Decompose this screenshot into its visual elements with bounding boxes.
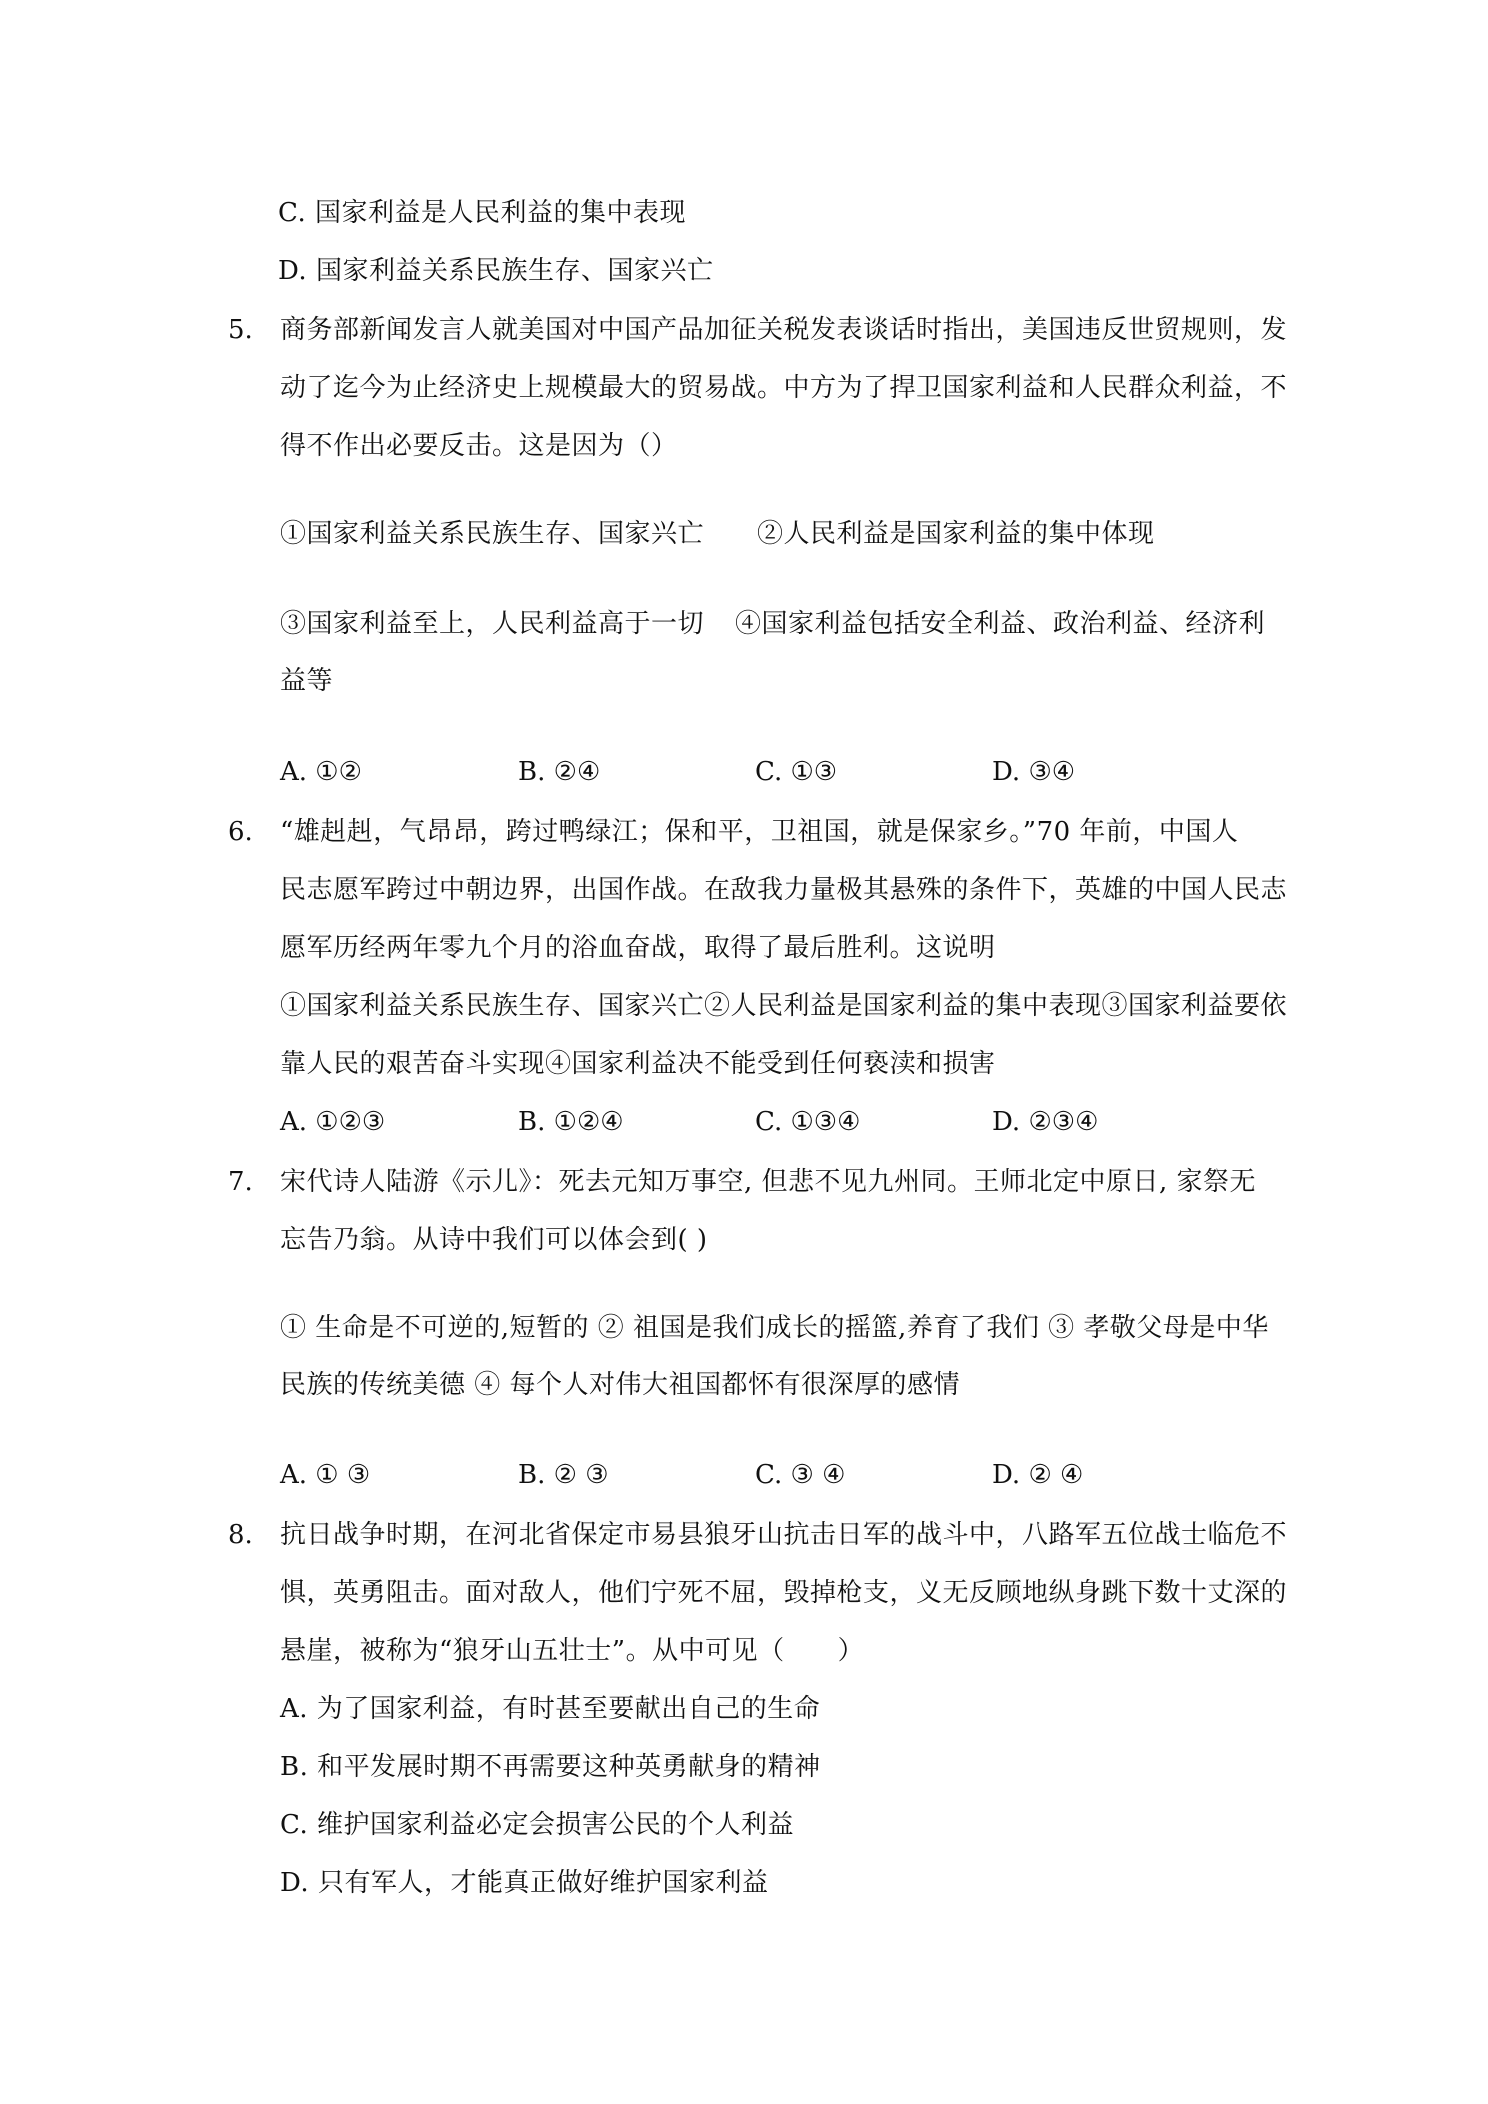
q5-statement-1: ①国家利益关系民族生存、国家兴亡 xyxy=(280,519,705,549)
q8-stem-line: 悬崖，被称为“狼牙山五壮士”。从中可见（ ） xyxy=(280,1636,865,1666)
q6-stem-line: “雄赳赳，气昂昂，跨过鸭绿江；保和平，卫祖国，就是保家乡。”70 年前，中国人 xyxy=(280,817,1239,847)
q7-choice-d: D. ② ④ xyxy=(992,1460,1084,1490)
q8-option-d: D. 只有军人，才能真正做好维护国家利益 xyxy=(280,1868,769,1898)
q7-choice-a: A. ① ③ xyxy=(280,1460,371,1490)
q6-stem-line: 愿军历经两年零九个月的浴血奋战，取得了最后胜利。这说明 xyxy=(280,933,996,963)
q5-choice-c: C. ①③ xyxy=(755,757,838,787)
q8-option-c: C. 维护国家利益必定会损害公民的个人利益 xyxy=(280,1810,794,1840)
q6-stem-line: ①国家利益关系民族生存、国家兴亡②人民利益是国家利益的集中表现③国家利益要依 xyxy=(280,991,1288,1021)
q5-statement-2: ②人民利益是国家利益的集中体现 xyxy=(757,519,1155,549)
q6-choice-a: A. ①②③ xyxy=(280,1107,386,1137)
q5-stem-line: 商务部新闻发言人就美国对中国产品加征关税发表谈话时指出，美国违反世贸规则，发 xyxy=(280,315,1288,345)
q6-choice-c: C. ①③④ xyxy=(755,1107,861,1137)
q7-choice-b: B. ② ③ xyxy=(518,1460,609,1490)
q4-option-c: C. 国家利益是人民利益的集中表现 xyxy=(278,198,686,228)
q5-statement-4-cont: 益等 xyxy=(280,666,334,696)
q7-choice-c: C. ③ ④ xyxy=(755,1460,846,1490)
q5-statement-3: ③国家利益至上，人民利益高于一切 xyxy=(280,609,705,639)
q6-number: 6. xyxy=(228,817,253,847)
q5-stem-line: 动了迄今为止经济史上规模最大的贸易战。中方为了捍卫国家利益和人民群众利益，不 xyxy=(280,373,1288,403)
q8-stem-line: 抗日战争时期，在河北省保定市易县狼牙山抗击日军的战斗中，八路军五位战士临危不 xyxy=(280,1520,1288,1550)
q7-statement-line: 民族的传统美德 ④ 每个人对伟大祖国都怀有很深厚的感情 xyxy=(280,1370,961,1400)
q7-number: 7. xyxy=(228,1167,253,1197)
q6-choice-d: D. ②③④ xyxy=(992,1107,1099,1137)
q6-stem-line: 靠人民的艰苦奋斗实现④国家利益决不能受到任何亵渎和损害 xyxy=(280,1049,996,1079)
q8-number: 8. xyxy=(228,1520,253,1550)
q5-number: 5. xyxy=(228,315,253,345)
q4-option-d: D. 国家利益关系民族生存、国家兴亡 xyxy=(278,256,714,286)
q6-choice-b: B. ①②④ xyxy=(518,1107,624,1137)
q7-stem-line: 宋代诗人陆游《示儿》：死去元知万事空, 但悲不见九州同。王师北定中原日, 家祭无 xyxy=(280,1167,1257,1197)
q8-option-b: B. 和平发展时期不再需要这种英勇献身的精神 xyxy=(280,1752,821,1782)
q7-statement-line: ① 生命是不可逆的,短暂的 ② 祖国是我们成长的摇篮,养育了我们 ③ 孝敬父母是中华 xyxy=(280,1313,1269,1343)
q5-choice-a: A. ①② xyxy=(280,757,362,787)
q5-choice-b: B. ②④ xyxy=(518,757,601,787)
q5-choice-d: D. ③④ xyxy=(992,757,1076,787)
q7-stem-line: 忘告乃翁。从诗中我们可以体会到( ) xyxy=(280,1225,708,1255)
q8-option-a: A. 为了国家利益，有时甚至要献出自己的生命 xyxy=(280,1694,821,1724)
q5-statement-4: ④国家利益包括安全利益、政治利益、经济利 xyxy=(735,609,1266,639)
q5-stem-line: 得不作出必要反击。这是因为（） xyxy=(280,431,678,461)
q6-stem-line: 民志愿军跨过中朝边界，出国作战。在敌我力量极其悬殊的条件下，英雄的中国人民志 xyxy=(280,875,1288,905)
q8-stem-line: 惧，英勇阻击。面对敌人，他们宁死不屈，毁掉枪支，义无反顾地纵身跳下数十丈深的 xyxy=(280,1578,1288,1608)
